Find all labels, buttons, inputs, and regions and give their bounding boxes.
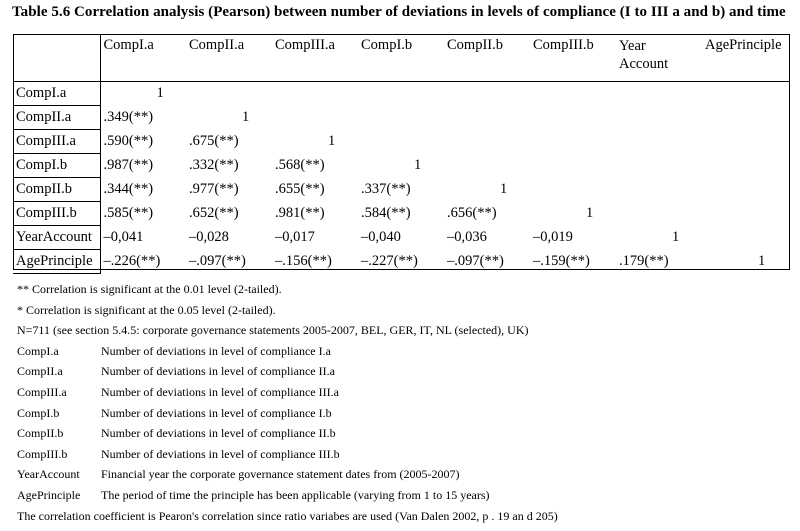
table-cell: .981(**) xyxy=(275,204,325,221)
table-row xyxy=(13,178,789,202)
table-cell xyxy=(444,154,530,178)
table-title: Table 5.6 Correlation analysis (Pearson) between number of deviations in levels of compliance (I to III a and b) and time xyxy=(12,4,786,20)
table-cell: .585(**) xyxy=(103,204,154,221)
footer-note: The correlation coefficient is Pearon's correlation since ratio variabes are used (Van Dalen 2002, p . 19 an d 205) xyxy=(17,508,558,523)
definition-item xyxy=(17,485,558,506)
sample-note: N=711 (see section 5.4.5: corporate governance statements 2005-2007, BEL, GER, IT, NL (selected), UK) xyxy=(17,323,529,338)
table-cell: –0,040 xyxy=(361,228,401,245)
table-cell: –0,019 xyxy=(533,228,573,245)
table-cell: 1 xyxy=(500,180,508,197)
column-header xyxy=(616,34,702,82)
table-cell: –.226(**) xyxy=(103,252,161,269)
table-cell xyxy=(444,130,530,154)
table-cell: –.156(**) xyxy=(275,252,332,269)
table-cell: 1 xyxy=(156,85,164,101)
row-label: CompIII.b xyxy=(13,202,100,226)
table-cell: .179(**) xyxy=(619,252,669,269)
table-cell xyxy=(616,130,702,154)
table-cell: –0,028 xyxy=(189,228,229,245)
column-header: CompII.a xyxy=(186,34,272,82)
table-cell xyxy=(702,82,789,106)
table-cell xyxy=(530,130,616,154)
column-header: CompII.b xyxy=(444,34,530,82)
significance-note-1: ** Correlation is significant at the 0.01 level (2-tailed). xyxy=(17,282,282,296)
table-cell: –.159(**) xyxy=(533,252,590,269)
table-row xyxy=(13,130,789,154)
definition-text: Number of deviations in level of compliance II.b xyxy=(101,426,336,441)
table-row xyxy=(13,226,789,250)
row-label: CompI.b xyxy=(13,154,100,178)
table-cell xyxy=(702,226,789,250)
table-cell xyxy=(702,130,789,154)
table-cell: .568(**) xyxy=(275,156,325,173)
definition-abbr: AgePrinciple xyxy=(17,487,81,502)
table-cell xyxy=(530,106,616,130)
table-cell: 1 xyxy=(758,252,766,269)
table-cell: .655(**) xyxy=(275,180,325,197)
definition-item xyxy=(17,403,558,424)
table-cell: .590(**) xyxy=(103,132,154,149)
table-notes xyxy=(17,279,558,526)
definition-abbr: CompI.b xyxy=(17,405,60,420)
definition-item xyxy=(17,464,558,485)
definition-item xyxy=(17,382,558,403)
definition-text: Number of deviations in level of compliance III.b xyxy=(101,446,340,461)
table-row xyxy=(13,106,789,130)
table-cell: 1 xyxy=(672,228,680,245)
definition-text: Number of deviations in level of compliance I.a xyxy=(101,343,331,358)
table-cell xyxy=(444,106,530,130)
table-cell xyxy=(616,106,702,130)
table-cell xyxy=(616,178,702,202)
definition-text: Financial year the corporate governance statement dates from (2005-2007) xyxy=(101,467,460,482)
table-cell xyxy=(530,178,616,202)
significance-note-2: * Correlation is significant at the 0.05 level (2-tailed). xyxy=(17,302,276,317)
header-corner xyxy=(13,34,100,82)
table-row xyxy=(13,250,789,274)
table-cell xyxy=(272,82,358,106)
table-cell xyxy=(530,82,616,106)
column-header: CompIII.a xyxy=(272,34,358,82)
column-header: CompI.b xyxy=(358,34,444,82)
definition-abbr: CompII.a xyxy=(17,364,63,379)
table-cell xyxy=(358,82,444,106)
definition-text: Number of deviations in level of compliance I.b xyxy=(101,405,332,420)
table-cell xyxy=(186,82,272,106)
row-label: YearAccount xyxy=(13,226,100,250)
table-cell: –0,041 xyxy=(103,228,144,245)
definition-item xyxy=(17,444,558,465)
definition-text: The period of time the principle has been applicable (varying from 1 to 15 years) xyxy=(101,487,490,502)
table-cell xyxy=(444,82,530,106)
table-cell: .987(**) xyxy=(103,156,154,173)
table-cell: –0,017 xyxy=(275,228,315,245)
definition-text: Number of deviations in level of compliance III.a xyxy=(101,384,339,399)
row-label: CompI.a xyxy=(13,82,100,106)
row-label: AgePrinciple xyxy=(13,250,100,274)
definition-item xyxy=(17,423,558,444)
table-cell xyxy=(358,130,444,154)
table-cell: .344(**) xyxy=(103,180,154,197)
header-row xyxy=(13,34,789,82)
table-cell: .337(**) xyxy=(361,180,411,197)
column-header: AgePrinciple xyxy=(702,34,789,82)
table-row xyxy=(13,154,789,178)
definition-item xyxy=(17,361,558,382)
definition-item xyxy=(17,341,558,362)
table-cell xyxy=(358,106,444,130)
correlation-table xyxy=(13,34,789,274)
table-cell: 1 xyxy=(328,132,336,149)
table-cell: 1 xyxy=(242,108,250,125)
variable-definitions xyxy=(17,341,558,506)
table-cell: –.097(**) xyxy=(189,252,246,269)
table-cell: .584(**) xyxy=(361,204,411,221)
table-cell xyxy=(616,154,702,178)
table-cell xyxy=(530,154,616,178)
table-cell xyxy=(702,202,789,226)
table-cell xyxy=(702,178,789,202)
table-cell: 1 xyxy=(586,204,594,221)
table-cell: .675(**) xyxy=(189,132,239,149)
table-cell xyxy=(702,154,789,178)
row-label: CompII.b xyxy=(13,178,100,202)
row-label: CompIII.a xyxy=(13,130,100,154)
definition-text: Number of deviations in level of compliance II.a xyxy=(101,364,335,379)
definition-abbr: CompI.a xyxy=(17,343,59,358)
table-cell: –.097(**) xyxy=(447,252,504,269)
table-cell xyxy=(702,106,789,130)
column-header: CompI.a xyxy=(100,34,186,82)
row-label: CompII.a xyxy=(13,106,100,130)
table-row xyxy=(13,202,789,226)
definition-abbr: YearAccount xyxy=(17,467,80,482)
table-cell: .349(**) xyxy=(103,108,154,125)
table-cell xyxy=(272,106,358,130)
table-cell: –.227(**) xyxy=(361,252,418,269)
column-header: CompIII.b xyxy=(530,34,616,82)
definition-abbr: CompIII.b xyxy=(17,446,68,461)
table-cell: 1 xyxy=(414,156,422,173)
table-cell: .652(**) xyxy=(189,204,239,221)
table-row xyxy=(13,82,789,106)
definition-abbr: CompII.b xyxy=(17,426,64,441)
table-cell xyxy=(616,202,702,226)
table-cell: –0,036 xyxy=(447,228,487,245)
definition-abbr: CompIII.a xyxy=(17,384,67,399)
table-cell: .977(**) xyxy=(189,180,239,197)
table-cell: .332(**) xyxy=(189,156,239,173)
column-header-label: Year Account xyxy=(619,38,669,72)
table-cell: .656(**) xyxy=(447,204,497,221)
table-cell xyxy=(616,82,702,106)
